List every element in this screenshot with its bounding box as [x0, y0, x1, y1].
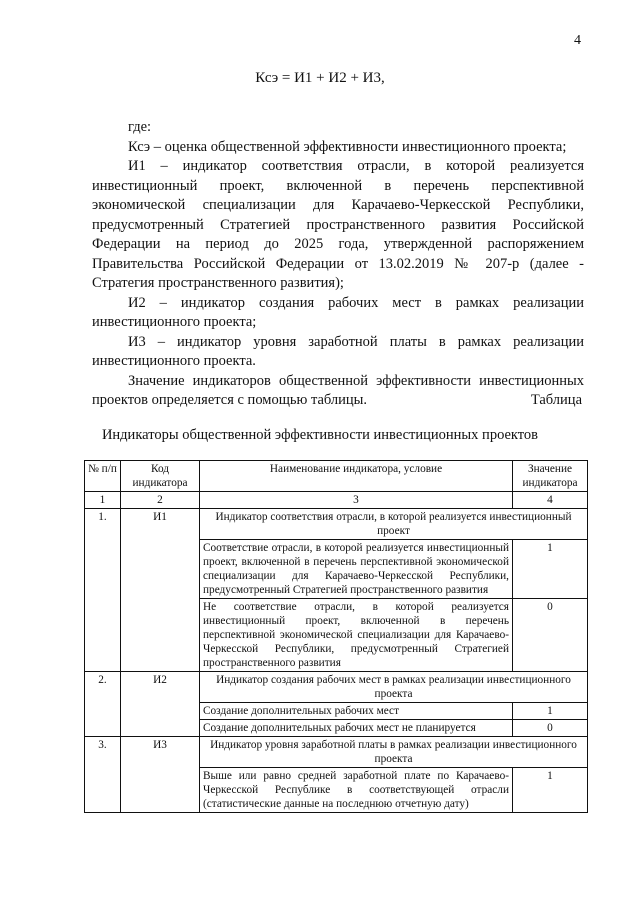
formula: Ксэ = И1 + И2 + И3,	[255, 70, 385, 86]
paragraph: И2 – индикатор создания рабочих мест в рамках реализации инвестиционного проекта;	[92, 294, 584, 330]
header-cell: Значение индикатора	[513, 461, 588, 492]
indicator-code: И3	[121, 737, 200, 813]
column-number-row	[85, 492, 588, 509]
table-label: Таблица	[530, 392, 582, 408]
paragraph: Ксэ – оценка общественной эффективности инвестиционного проекта;	[128, 138, 567, 155]
row-number: 2.	[85, 672, 121, 737]
table-row	[85, 737, 588, 768]
table-title: Индикаторы общественной эффективности инвестиционных проектов	[101, 427, 539, 443]
column-number: 2	[121, 492, 200, 509]
condition-value: 0	[513, 720, 588, 737]
indicator-title: Индикатор уровня заработной платы в рамках реализации инвестиционного проекта	[200, 737, 588, 768]
page-number: 4	[574, 33, 581, 48]
body-text	[92, 118, 584, 411]
paragraph: где:	[128, 119, 152, 135]
table-header-row	[85, 461, 588, 492]
header-cell: № п/п	[85, 461, 121, 492]
column-number: 1	[85, 492, 121, 509]
indicator-title: Индикатор соответствия отрасли, в которой реализуется инвестиционный проект	[200, 509, 588, 540]
condition-value: 1	[513, 768, 588, 813]
indicator-title: Индикатор создания рабочих мест в рамках реализации инвестиционного проекта	[200, 672, 588, 703]
indicators-table	[84, 460, 588, 813]
condition-text: Соответствие отрасли, в которой реализуется инвестиционный проект, включенной в перечень перспективной экономической специализации для Карачаево-Черкесской Республики, предусмотренный Стратегией пространственного развития	[200, 540, 513, 599]
condition-value: 0	[513, 599, 588, 672]
indicator-code: И2	[121, 672, 200, 737]
row-number: 3.	[85, 737, 121, 813]
condition-text: Выше или равно средней заработной плате по Карачаево-Черкесской Республике в соответствующей отрасли (статистические данные на последнюю отчетную дату)	[200, 768, 513, 813]
paragraph: И1 – индикатор соответствия отрасли, в которой реализуется инвестиционный проект, включенной в перечень перспективной экономической специализации для Карачаево-Черкесской Республики, предусмотренный Стратегией пространственного развития Российской Федерации на период до 2025 года, утвержденной распоряжением Правительства Российской Федерации от 13.02.2019 № 207-р (далее - Стратегия пространственного развития);	[92, 158, 584, 291]
paragraph: Значение индикаторов общественной эффективности инвестиционных проектов определяется с помощью таблицы.	[92, 372, 584, 408]
paragraph: И3 – индикатор уровня заработной платы в рамках реализации инвестиционного проекта.	[92, 333, 584, 369]
header-cell: Наименование индикатора, условие	[200, 461, 513, 492]
condition-text: Не соответствие отрасли, в которой реализуется инвестиционный проект, включенной в перечень перспективной экономической специализации для Карачаево-Черкесской Республики, предусмотренный Стратегией пространственного развития	[200, 599, 513, 672]
table-row	[85, 509, 588, 540]
row-number: 1.	[85, 509, 121, 672]
condition-text: Создание дополнительных рабочих мест не планируется	[200, 720, 513, 737]
condition-text: Создание дополнительных рабочих мест	[200, 703, 513, 720]
condition-value: 1	[513, 540, 588, 599]
table-row	[85, 672, 588, 703]
header-cell: Код индикатора	[121, 461, 200, 492]
column-number: 3	[200, 492, 513, 509]
indicator-code: И1	[121, 509, 200, 672]
condition-value: 1	[513, 703, 588, 720]
column-number: 4	[513, 492, 588, 509]
